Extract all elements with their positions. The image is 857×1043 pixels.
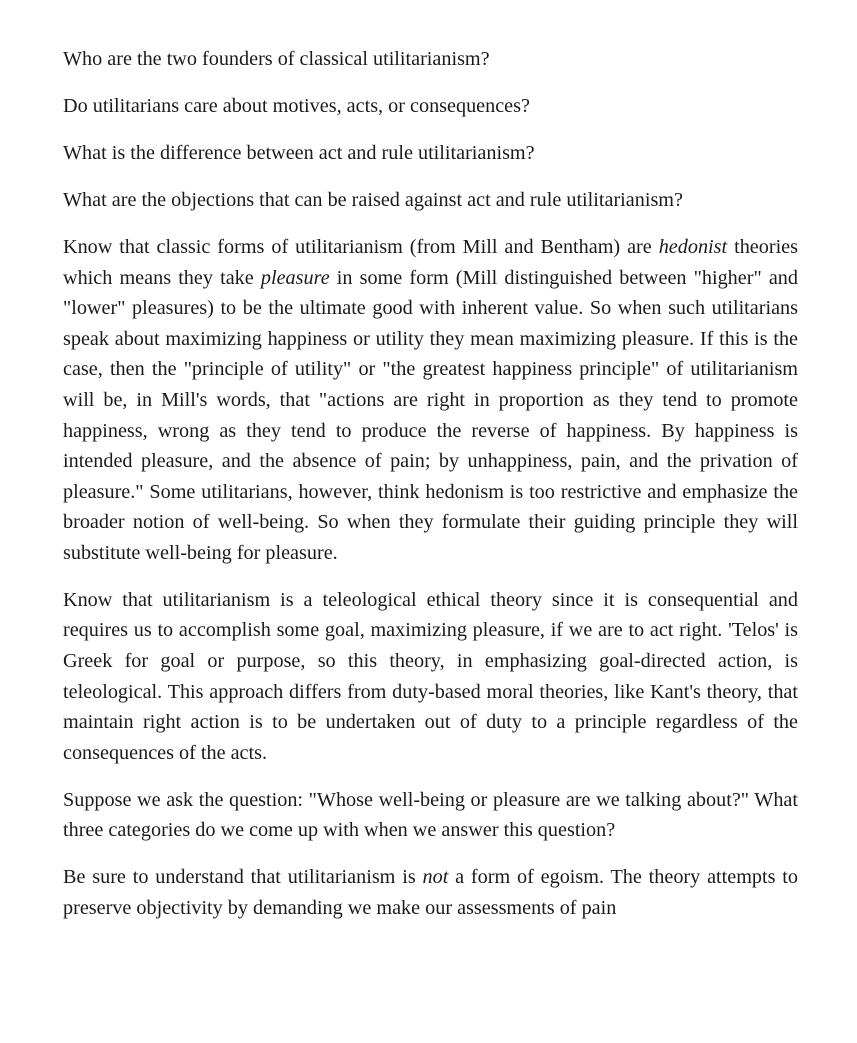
paragraph-teleological: Know that utilitarianism is a teleological ethical theory since it is consequential and requires us to accomplish some goal, maximizing pleasure, if we are to act right. 'Telos' is Greek for goal or purpose, so this theory, in emphasizing goal-directed action, is teleological. This approach differs from duty-based moral theories, like Kant's theory, that maintain right action is to be undertaken out of duty to a principle regardless of the consequences of the acts. bbox=[63, 588, 798, 764]
pleasure-emphasis: pleasure bbox=[260, 266, 330, 289]
hedonism-text-3: in some form (Mill distinguished between "higher" and "lower" pleasures) to be the ultimate good with inherent value. So when such utilitarians speak about maximizing happiness or utility they mean maximizing pleasure. If this is the case, then the "principle of utility" or "the greatest happiness principle" of utilitarianism will be, in Mill's words, that "actions are right in proportion as they tend to promote happiness, wrong as they tend to produce the reverse of happiness. By happiness is intended pleasure, and the absence of pain; by unhappiness, pain, and the privation of pleasure." Some utilitarians, however, think hedonism is too restrictive and emphasize the broader notion of well-being. So when they formulate their guiding principle they will substitute well-being for pleasure. bbox=[63, 266, 798, 564]
paragraph-egoism bbox=[63, 862, 798, 923]
hedonism-text-2: theories which means they take bbox=[63, 235, 798, 289]
paragraph-suppose-question: Suppose we ask the question: "Whose well-being or pleasure are we talking about?" What three categories do we come up with when we answer this question? bbox=[63, 788, 798, 842]
question-act-rule-difference: What is the difference between act and rule utilitarianism? bbox=[63, 141, 535, 164]
question-motives: Do utilitarians care about motives, acts, or consequences? bbox=[63, 94, 530, 117]
paragraph-hedonism bbox=[63, 232, 798, 569]
question-objections: What are the objections that can be raised against act and rule utilitarianism? bbox=[63, 188, 683, 211]
hedonist-emphasis: hedonist bbox=[658, 235, 728, 258]
hedonism-text-1: Know that classic forms of utilitarianism (from Mill and Bentham) are bbox=[63, 235, 659, 258]
question-founders: Who are the two founders of classical utilitarianism? bbox=[63, 48, 490, 70]
document-page bbox=[63, 44, 798, 924]
egoism-text-1: Be sure to understand that utilitarianism is bbox=[63, 866, 423, 889]
egoism-text-2: a form of egoism. The theory attempts to preserve objectivity by demanding we make our assessments of pain bbox=[63, 866, 798, 919]
not-emphasis: not bbox=[422, 866, 449, 889]
